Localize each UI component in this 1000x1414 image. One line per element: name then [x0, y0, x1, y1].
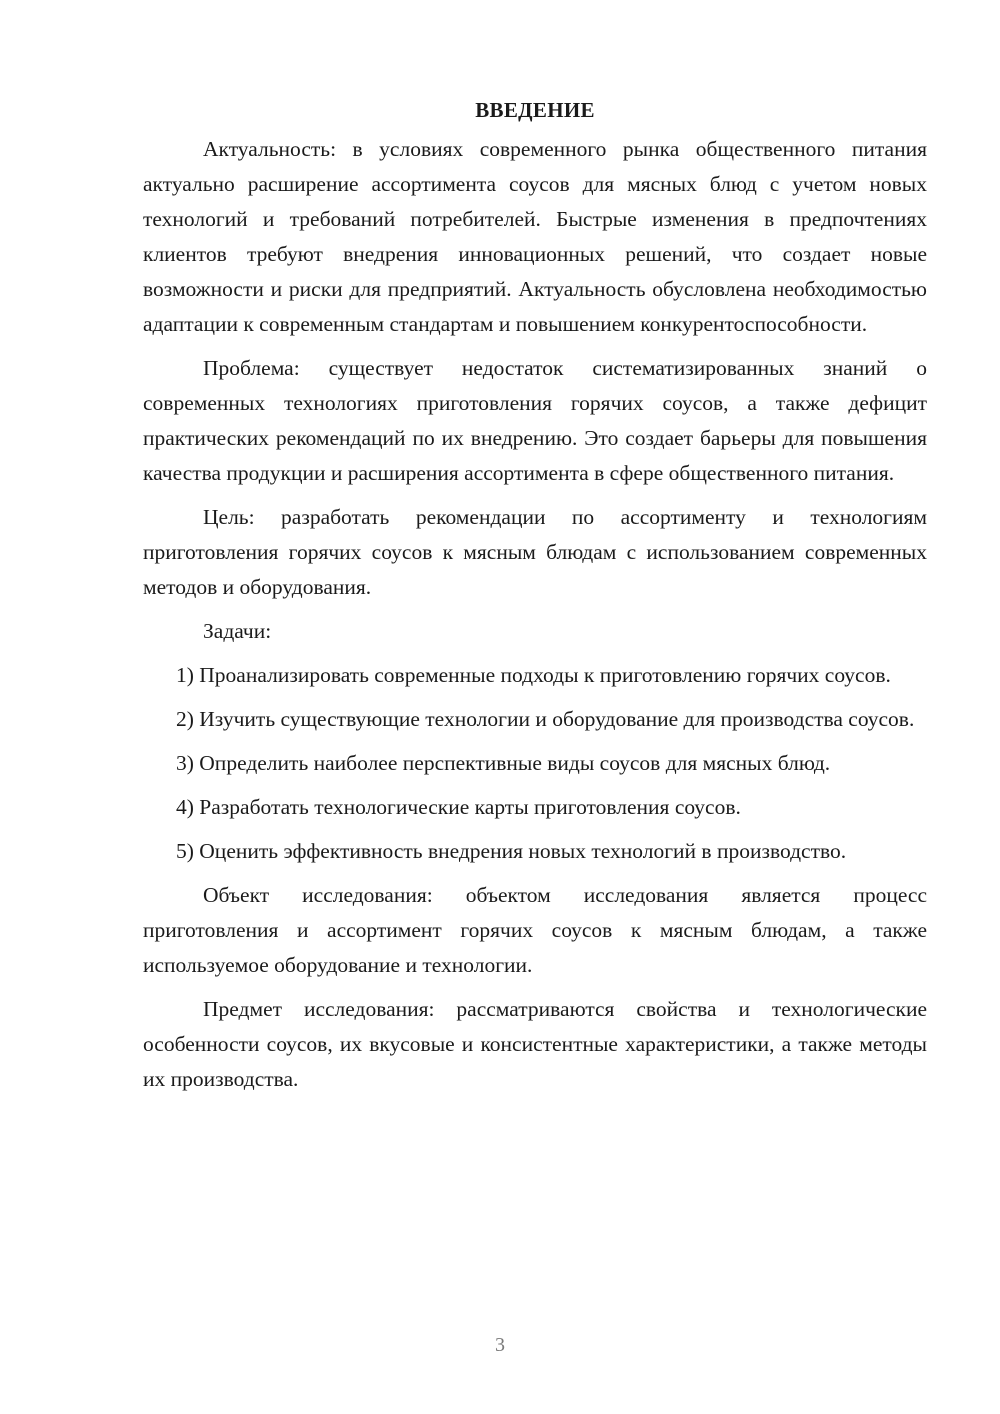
paragraph-relevance: Актуальность: в условиях современного рынка общественного питания актуально расширение ассортимента соусов для мясных блюд с учетом новых технологий и требований потребителей. Быстрые изменения в предпочтениях клиентов требуют внедрения инновационных решений, что создает новые возможности и риски для предприятий. Актуальность обусловлена необходимостью адаптации к современным стандартам и повышением конкурентоспособности. [143, 137, 927, 336]
task-item-2: 2) Изучить существующие технологии и оборудование для производства соусов. [176, 707, 915, 731]
tasks-heading: Задачи: [203, 619, 272, 643]
paragraph-object: Объект исследования: объектом исследования является процесс приготовления и ассортимент горячих соусов к мясным блюдам, а также используемое оборудование и технологии. [143, 883, 927, 977]
task-item-3: 3) Определить наиболее перспективные виды соусов для мясных блюд. [176, 751, 831, 775]
task-item-1: 1) Проанализировать современные подходы к приготовлению горячих соусов. [176, 663, 891, 687]
section-title: ВВЕДЕНИЕ [475, 98, 595, 122]
task-item-4: 4) Разработать технологические карты приготовления соусов. [176, 795, 741, 819]
paragraph-subject: Предмет исследования: рассматриваются свойства и технологические особенности соусов, их вкусовые и консистентные характеристики, а также методы их производства. [143, 997, 927, 1091]
document-page [143, 92, 927, 1106]
task-item-5: 5) Оценить эффективность внедрения новых технологий в производство. [176, 839, 847, 863]
page-number: 3 [495, 1334, 505, 1356]
paragraph-goal: Цель: разработать рекомендации по ассортименту и технологиям приготовления горячих соусов к мясным блюдам с использованием современных методов и оборудования. [143, 505, 927, 599]
paragraph-problem: Проблема: существует недостаток систематизированных знаний о современных технологиях приготовления горячих соусов, а также дефицит практических рекомендаций по их внедрению. Это создает барьеры для повышения качества продукции и расширения ассортимента в сфере общественного питания. [143, 356, 927, 485]
